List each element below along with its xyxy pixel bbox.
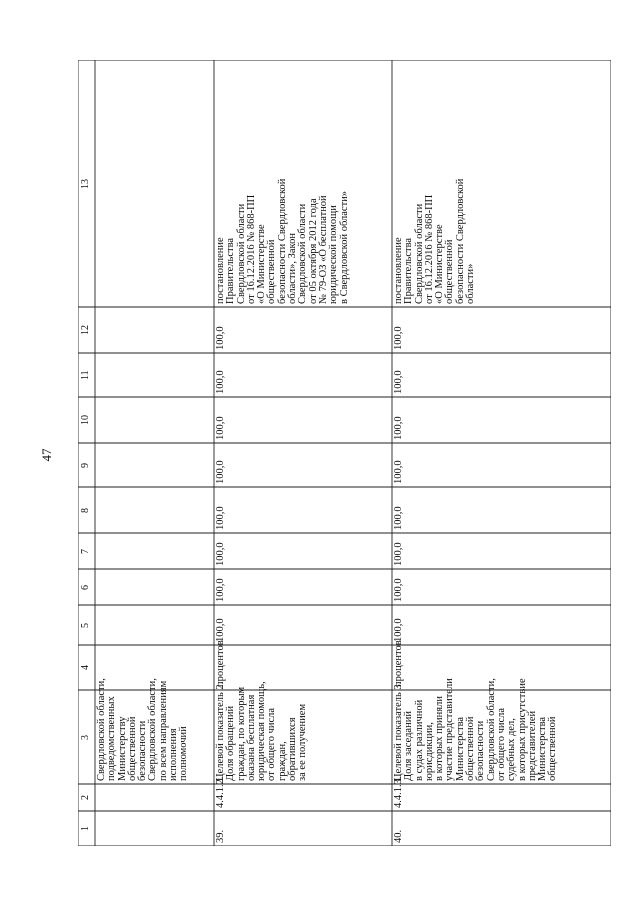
header-cell-9-text: 9: [80, 462, 91, 468]
header-cell-3: [78, 690, 95, 784]
row-40-cell-3-text: Целевой показатель 3. Доля заседаний в судах различной юрисдикции, в которых приняли участие представители Министерства общественной безопасности Свердловской области, от общего числа судебных дел, в которых присутствие представителей Министерства общественной: [393, 678, 559, 781]
header-cell-5-text: 5: [80, 622, 91, 628]
row-40-cell-2: [392, 776, 611, 811]
row-40-cell-8-text: 100,0: [393, 506, 404, 530]
row-39-cell-12-text: 100,0: [215, 326, 226, 350]
header-cell-8-text: 8: [80, 507, 91, 513]
row-40-cell-1: [392, 811, 611, 846]
row-39-cell-3-text: Целевой показатель 2. Доля обращений граждан, по которым оказана бесплатная юридическая помощь, от общего числа граждан, обратившихся за ее получением: [215, 681, 309, 781]
row-40-cell-7: [392, 533, 611, 569]
row-39-cell-13-text: постановление Правительства Свердловской области от 16.12.2016 № 868-ПП «О Министерстве общественной безопасности Свердловской области», Закон Свердловской области от 05 октября 2012 года № 79-ОЗ «О бесплатной юридической помощи в Свердловской области»: [215, 178, 350, 304]
row-40-cell-12: [392, 307, 611, 353]
header-cell-1: [78, 811, 95, 846]
row-39-cell-4-text: процентов: [215, 640, 226, 687]
row-40-cell-3: [392, 678, 611, 784]
header-cell-9: [78, 443, 95, 487]
row-40-cell-10: [392, 397, 611, 443]
row-39-cell-5: [214, 605, 392, 645]
row-39-cell-2-text: 4.4.1.2.: [215, 776, 226, 808]
header-cell-4: [78, 645, 95, 690]
header-cell-10: [78, 397, 95, 443]
row-40-cell-5: [392, 605, 611, 645]
continuation-cell-3: [95, 678, 214, 784]
indicator-table: [78, 60, 611, 846]
header-cell-6-text: 6: [80, 584, 91, 590]
row-40-cell-6: [392, 569, 611, 605]
row-40-cell-6-text: 100,0: [393, 578, 404, 602]
row-39-cell-7-text: 100,0: [215, 542, 226, 566]
continuation-cell-3-text: Свердловской области, подведомственных Министерству общественной безопасности Свердловской области, по всем направлениям исполнения полномочий: [96, 678, 190, 781]
header-cell-2-text: 2: [80, 795, 91, 800]
row-40-cell-7-text: 100,0: [393, 542, 404, 566]
row-39-cell-9-text: 100,0: [215, 460, 226, 484]
row-40-cell-4-text: процентов: [393, 640, 404, 687]
header-cell-6: [78, 569, 95, 605]
header-cell-7: [78, 533, 95, 569]
row-40-cell-11-text: 100,0: [393, 370, 404, 394]
page-number: [40, 440, 54, 470]
header-cell-11: [78, 353, 95, 397]
row-39-cell-8: [214, 487, 392, 533]
row-39-cell-11: [214, 353, 392, 397]
row-40-cell-5-text: 100,0: [393, 618, 404, 642]
row-40-cell-12-text: 100,0: [393, 326, 404, 350]
row-39-cell-1: [214, 811, 392, 846]
header-cell-3-text: 3: [80, 734, 91, 740]
header-cell-10-text: 10: [80, 415, 91, 425]
header-cell-2: [78, 784, 95, 811]
header-cell-8: [78, 487, 95, 533]
header-cell-12: [78, 307, 95, 353]
header-cell-5: [78, 605, 95, 645]
row-40-cell-10-text: 100,0: [393, 416, 404, 440]
header-cell-4-text: 4: [80, 665, 91, 670]
row-39-cell-13: [214, 60, 392, 307]
row-39-cell-6-text: 100,0: [215, 578, 226, 602]
row-39-cell-5-text: 100,0: [215, 618, 226, 642]
row-39-cell-10-text: 100,0: [215, 416, 226, 440]
row-40-cell-4: [392, 640, 611, 690]
row-39-cell-10: [214, 397, 392, 443]
row-40-cell-13: [392, 60, 611, 307]
row-39-cell-1-text: 39.: [215, 829, 226, 843]
header-cell-12-text: 12: [80, 325, 91, 335]
header-cell-13-text: 13: [80, 178, 91, 189]
header-cell-7-text: 7: [80, 548, 91, 554]
row-39-cell-4: [214, 640, 392, 690]
row-39-cell-3: [214, 681, 392, 784]
row-39-cell-6: [214, 569, 392, 605]
row-39-cell-11-text: 100,0: [215, 370, 226, 394]
row-40-cell-1-text: 40.: [393, 829, 404, 843]
row-40-cell-8: [392, 487, 611, 533]
header-cell-11-text: 11: [80, 370, 91, 380]
row-39-cell-2: [214, 776, 392, 811]
row-40-cell-9-text: 100,0: [393, 460, 404, 484]
row-39-cell-8-text: 100,0: [215, 506, 226, 530]
row-39-cell-7: [214, 533, 392, 569]
row-40-cell-9: [392, 443, 611, 487]
row-40-cell-11: [392, 353, 611, 397]
page-number-text: 47: [39, 448, 54, 462]
row-40-cell-2-text: 4.4.1.3.: [393, 776, 404, 808]
row-39-cell-12: [214, 307, 392, 353]
header-cell-13: [78, 60, 95, 307]
row-39-cell-9: [214, 443, 392, 487]
header-cell-1-text: 1: [80, 826, 91, 831]
row-40-cell-13-text: постановление Правительства Свердловской области от 16.12.2016 № 868-ПП «О Министерстве общественной безопасности Свердловской области»: [393, 178, 477, 304]
